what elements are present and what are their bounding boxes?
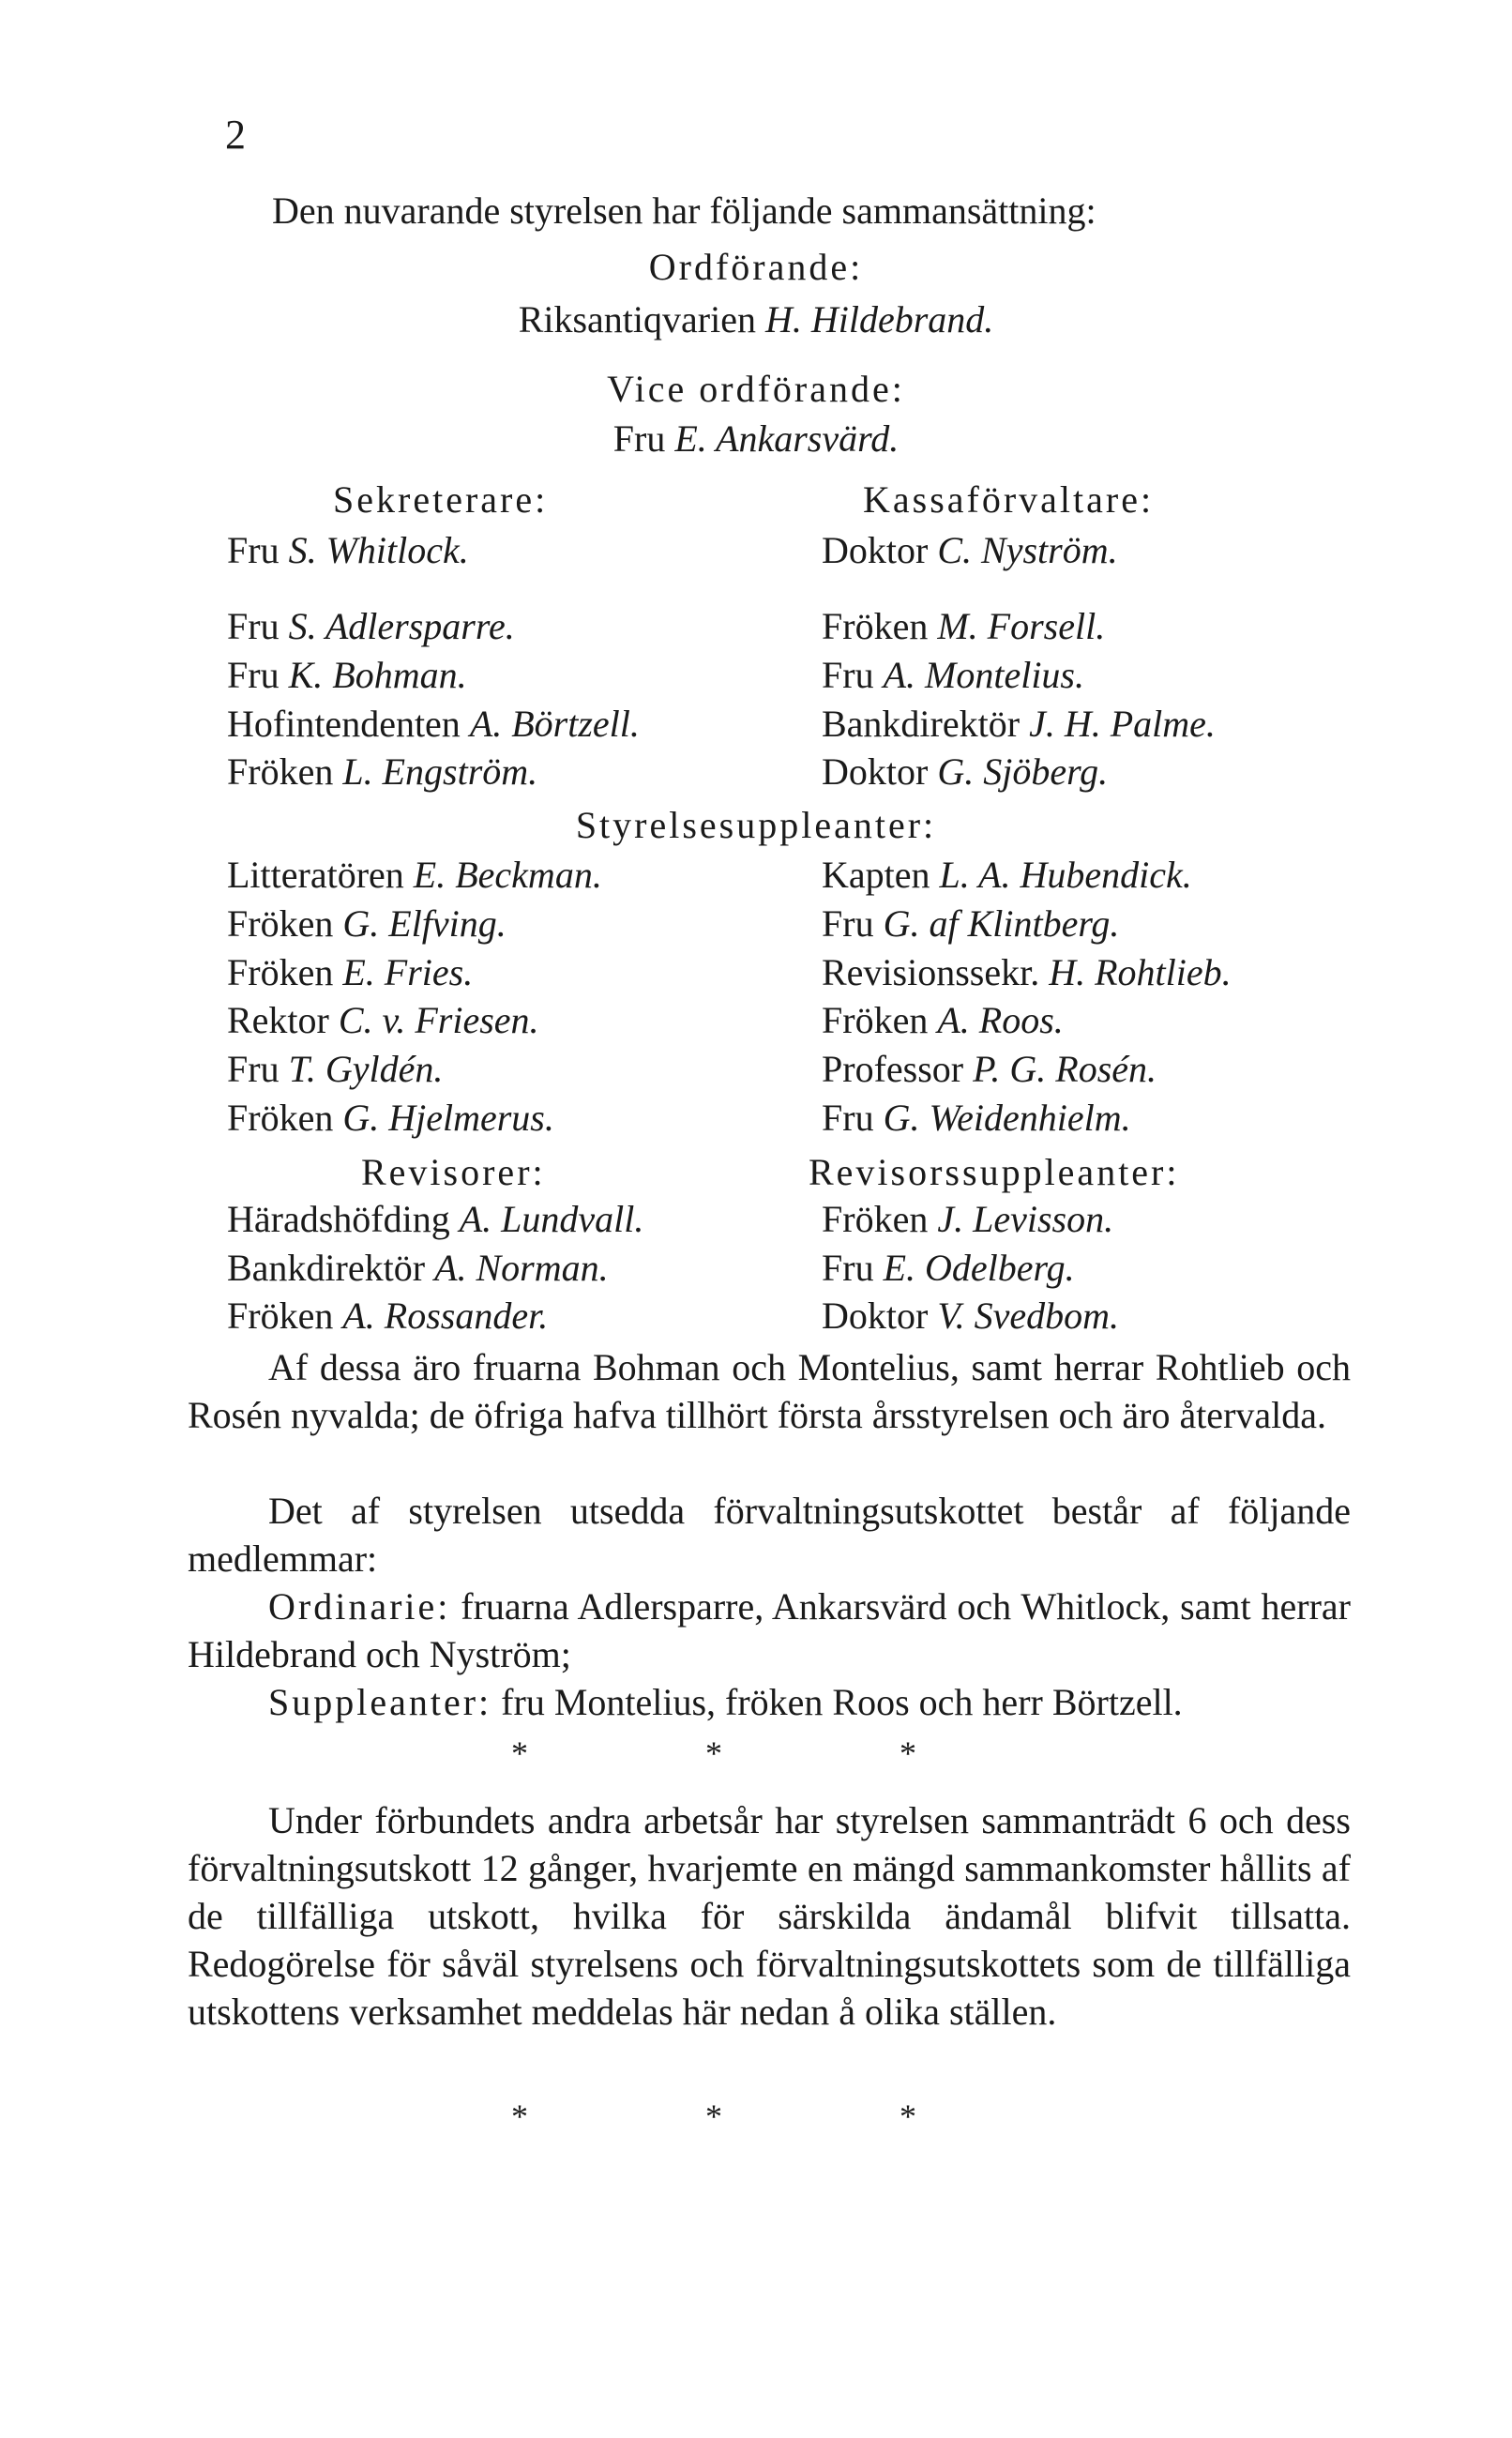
paragraph-new-members: Af dessa äro fruarna Bohman och Montelius, samt herrar Rohtlieb och Rosén nyvalda; de öfriga hafva tillhört första årsstyrelsen och äro återvalda. — [188, 1346, 1351, 1436]
paragraph-ordinary: Ordinarie: fruarna Adlersparre, Ankarsvärd och Whitlock, samt herrar Hildebrand och Nyström; — [188, 1585, 1352, 1675]
deputy-right: Professor P. G. Rosén. — [822, 1048, 1157, 1090]
deputy-left: Fru T. Gyldén. — [227, 1048, 444, 1090]
secretary-name: S. Whitlock. — [288, 529, 469, 571]
member-right: Fröken M. Forsell. — [822, 605, 1106, 647]
secretary-title: Fru — [227, 529, 280, 571]
secretary-heading: Sekreterare: — [333, 478, 549, 521]
member-right: Bankdirektör J. H. Palme. — [822, 703, 1216, 745]
auditor-deputies-heading: Revisorssuppleanter: — [809, 1151, 1180, 1193]
auditor-entry: Häradshöfding A. Lundvall. — [227, 1198, 644, 1240]
separator-stars: * * * — [511, 1734, 1001, 1772]
intro-line: Den nuvarande styrelsen har följande sammansättning: — [272, 189, 1096, 232]
paragraph-committee: Det af styrelsen utsedda förvaltningsutskottet består af följande medlemmar: — [188, 1490, 1351, 1580]
treasurer-name: C. Nyström. — [937, 529, 1118, 571]
secretary-entry — [227, 527, 469, 574]
chair-title: Riksantiqvarien — [518, 298, 756, 341]
deputy-left: Fröken G. Elfving. — [227, 902, 507, 945]
deputy-left: Fröken G. Hjelmerus. — [227, 1097, 554, 1139]
separator-stars-bottom: * * * — [511, 2097, 1001, 2135]
deputy-left: Fröken E. Fries. — [227, 951, 474, 993]
treasurer-title: Doktor — [822, 529, 929, 571]
treasurer-entry — [822, 527, 1118, 574]
chair-entry — [0, 296, 1512, 343]
chair-heading: Ordförande: — [648, 246, 864, 288]
chair-name: H. Hildebrand. — [764, 298, 994, 341]
deputy-right: Fru G. Weidenhielm. — [822, 1097, 1131, 1139]
deputies-heading: Styrelsesuppleanter: — [575, 804, 937, 846]
deputy-right: Fröken A. Roos. — [822, 999, 1064, 1041]
auditor-deputy-entry: Doktor V. Svedbom. — [822, 1295, 1119, 1337]
member-right: Doktor G. Sjöberg. — [822, 750, 1109, 793]
deputy-right: Fru G. af Klintberg. — [822, 902, 1120, 945]
auditors-heading: Revisorer: — [361, 1151, 546, 1193]
vice-chair-heading: Vice ordförande: — [607, 368, 905, 410]
vice-chair-name: E. Ankarsvärd. — [674, 417, 900, 460]
vice-chair-title: Fru — [612, 417, 666, 460]
paragraph-activities: Under förbundets andra arbetsår har styrelsen sammanträdt 6 och dess förvaltningsutskott 12 gånger, hvarjemte en mängd sammankomster hållits af de tillfälliga utskott, hvilka för särskilda ändamål blifvit tillsatta. Redogörelse för såväl styrelsens och förvaltningsutskottets som de tillfälliga utskottens verksamhet meddelas här nedan å olika ställen. — [188, 1799, 1351, 2033]
deputy-right: Kapten L. A. Hubendick. — [822, 854, 1192, 896]
deputy-right: Revisionssekr. H. Rohtlieb. — [822, 951, 1232, 993]
page-number: 2 — [225, 112, 246, 158]
member-left: Hofintendenten A. Börtzell. — [227, 703, 640, 745]
auditor-entry: Fröken A. Rossander. — [227, 1295, 549, 1337]
treasurer-heading: Kassaförvaltare: — [863, 478, 1155, 521]
auditor-deputy-entry: Fru E. Odelberg. — [822, 1247, 1075, 1289]
deputy-left: Litteratören E. Beckman. — [227, 854, 602, 896]
member-left: Fru K. Bohman. — [227, 654, 467, 696]
deputy-left: Rektor C. v. Friesen. — [227, 999, 539, 1041]
auditor-entry: Bankdirektör A. Norman. — [227, 1247, 609, 1289]
member-right: Fru A. Montelius. — [822, 654, 1084, 696]
vice-chair-entry — [0, 416, 1512, 462]
member-left: Fru S. Adlersparre. — [227, 605, 515, 647]
paragraph-substitutes: Suppleanter: fru Montelius, fröken Roos och herr Börtzell. — [268, 1681, 1183, 1723]
auditor-deputy-entry: Fröken J. Levisson. — [822, 1198, 1114, 1240]
member-left: Fröken L. Engström. — [227, 750, 538, 793]
